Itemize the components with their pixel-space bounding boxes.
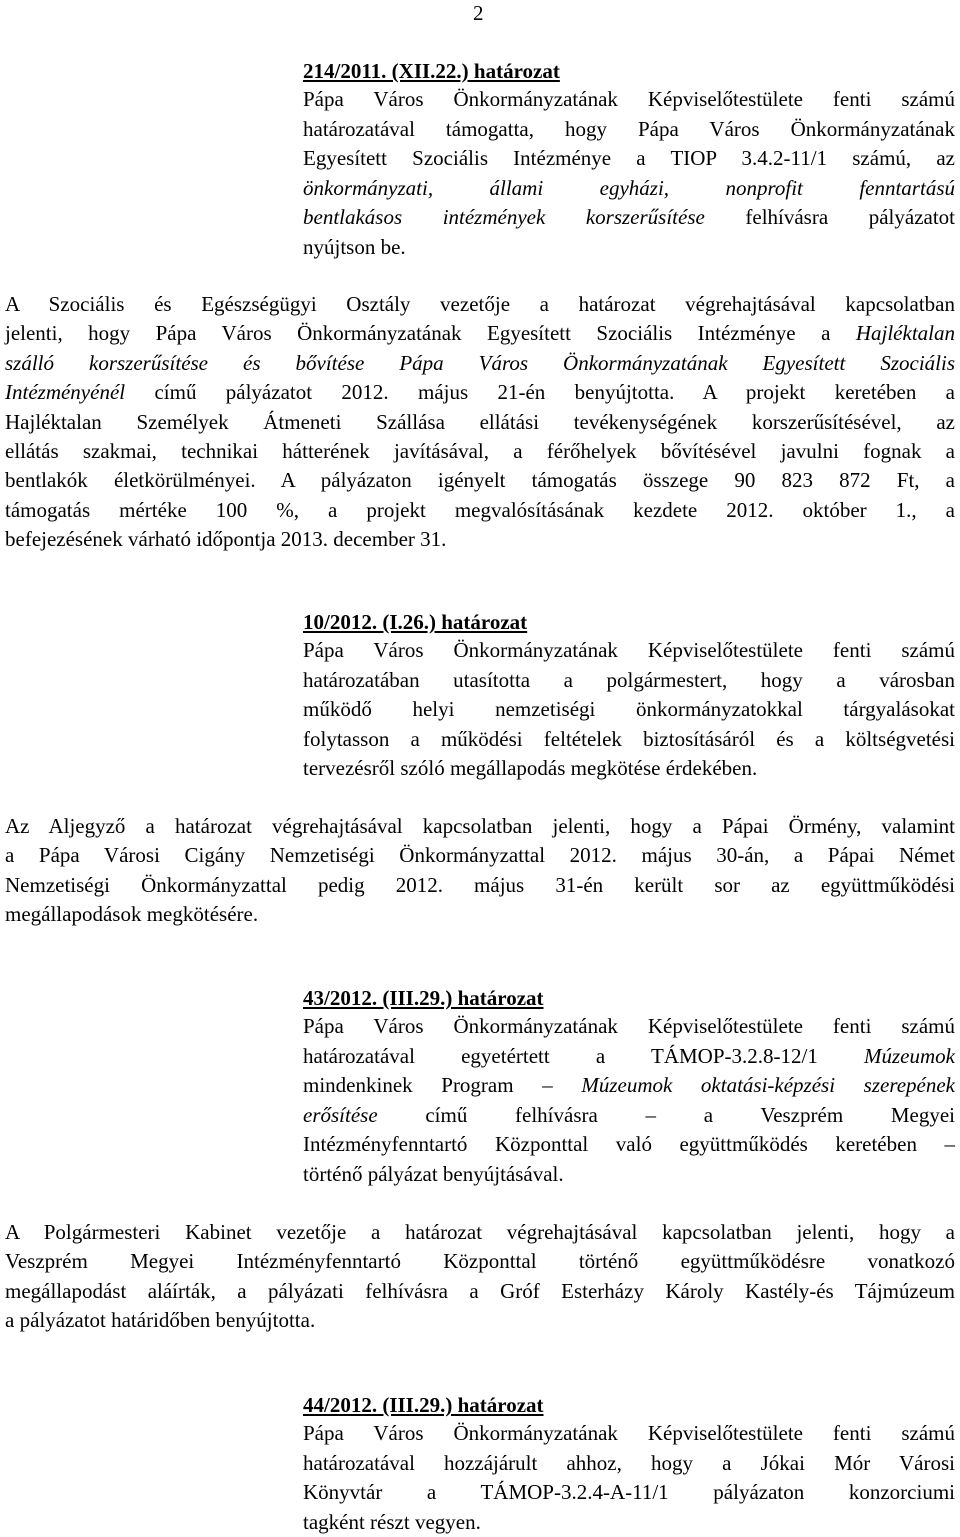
- text-line: [5, 1277, 955, 1306]
- text-segment: Pápa Város Önkormányzatának Képviselőtestülete fenti számú: [303, 638, 955, 662]
- text-segment: Pápa Város Önkormányzatának Képviselőtestülete fenti számú: [303, 1014, 955, 1038]
- resolution-block: [303, 985, 955, 1190]
- text-segment: történő pályázat benyújtásával.: [303, 1161, 564, 1186]
- resolution-heading: 214/2011. (XII.22.) határozat: [303, 59, 560, 83]
- text-line: [5, 408, 955, 437]
- text-line: [303, 174, 955, 204]
- text-line: [5, 871, 955, 900]
- text-segment: Nemzetiségi Önkormányzattal pedig 2012. május 31-én került sor az együttműködési: [5, 872, 955, 897]
- text-line: [303, 636, 955, 666]
- text-line: [303, 1130, 955, 1160]
- text-segment: határozatával hozzájárult ahhoz, hogy a Jókai Mór Városi: [303, 1450, 955, 1475]
- resolution-text: [303, 636, 955, 784]
- text-line: [5, 525, 955, 554]
- text-line: [303, 1101, 955, 1131]
- text-segment: Intézményfenntartó Központtal való együttműködés keretében –: [303, 1132, 955, 1157]
- text-line: [5, 378, 955, 407]
- text-segment: A Polgármesteri Kabinet vezetője a határozat végrehajtásával kapcsolatban jelenti, hogy a: [5, 1220, 955, 1244]
- text-line: [303, 1419, 955, 1449]
- text-segment: nyújtson be.: [303, 234, 406, 259]
- italic-text: Múzeumok oktatási-képzési szerepének: [581, 1073, 956, 1098]
- text-line: [5, 466, 955, 495]
- text-line: [5, 349, 955, 378]
- text-line: [303, 233, 955, 263]
- resolution-block: [303, 609, 955, 784]
- report-paragraph: [5, 1218, 955, 1336]
- text-segment: Pápa Város Önkormányzatának Képviselőtestülete fenti számú: [303, 87, 955, 111]
- text-line: [303, 695, 955, 725]
- italic-text: erősítése: [303, 1102, 378, 1127]
- text-segment: befejezésének várható időpontja 2013. december 31.: [5, 527, 447, 552]
- text-segment: Veszprém Megyei Intézményfenntartó Központtal történő együttműködésre vonatkozó: [5, 1249, 955, 1274]
- text-segment: a pályázatot határidőben benyújtotta.: [5, 1308, 316, 1333]
- text-line: [303, 115, 955, 145]
- text-line: [5, 900, 955, 929]
- text-segment: határozatával egyetértett a TÁMOP-3.2.8-12/1: [303, 1043, 865, 1068]
- text-line: [5, 1247, 955, 1276]
- text-segment: támogatás mértéke 100 %, a projekt megvalósításának kezdete 2012. október 1., a: [5, 497, 955, 522]
- text-segment: megállapodások megkötésére.: [5, 902, 259, 927]
- report-paragraph: [5, 290, 955, 555]
- resolution-heading: 10/2012. (I.26.) határozat: [303, 610, 528, 634]
- text-line: [303, 1071, 955, 1101]
- text-segment: jelenti, hogy Pápa Város Önkormányzatának Egyesített Szociális Intézménye a: [5, 321, 856, 346]
- text-segment: felhívásra pályázatot: [704, 205, 955, 230]
- text-line: [5, 1218, 955, 1247]
- text-segment: a Pápa Városi Cigány Nemzetiségi Önkormányzattal 2012. május 30-án, a Pápai Német: [5, 843, 955, 868]
- resolution-heading: 43/2012. (III.29.) határozat: [303, 986, 544, 1010]
- resolution-block: [303, 1392, 955, 1537]
- text-segment: című felhívásra – a Veszprém Megyei: [377, 1102, 955, 1127]
- resolution-text: [303, 85, 955, 263]
- text-segment: határozatában utasította a polgármestert, hogy a városban: [303, 667, 955, 692]
- text-line: [303, 666, 955, 696]
- report-paragraph: [5, 812, 955, 930]
- text-segment: határozatával támogatta, hogy Pápa Város Önkormányzatának: [303, 116, 955, 141]
- text-line: [303, 1012, 955, 1042]
- italic-text: önkormányzati, állami egyházi, nonprofit fenntartású: [303, 175, 955, 200]
- text-line: [5, 841, 955, 870]
- text-segment: című pályázatot 2012. május 21-én benyújtotta. A projekt keretében a: [125, 380, 955, 405]
- text-segment: Hajléktalan Személyek Átmeneti Szállása ellátási tevékenységének korszerűsítésével, az: [5, 409, 955, 434]
- text-segment: működő helyi nemzetiségi önkormányzatokkal tárgyalásokat: [303, 697, 955, 722]
- page-number: 2: [473, 1, 484, 25]
- text-segment: Egyesített Szociális Intézménye a TIOP 3.4.2-11/1 számú, az: [303, 146, 955, 171]
- text-segment: folytasson a működési feltételek biztosításáról és a költségvetési: [303, 726, 955, 751]
- text-line: [303, 1160, 955, 1190]
- italic-text: Hajléktalan: [855, 321, 955, 346]
- text-line: [303, 85, 955, 115]
- resolution-text: [303, 1419, 955, 1537]
- text-line: [303, 144, 955, 174]
- text-segment: megállapodást aláírták, a pályázati felhívásra a Gróf Esterházy Károly Kastély-és Tájmúzeum: [5, 1278, 955, 1303]
- text-line: [303, 203, 955, 233]
- text-line: [5, 1306, 955, 1335]
- resolution-text: [303, 1012, 955, 1190]
- text-segment: A Szociális és Egészségügyi Osztály vezetője a határozat végrehajtásával kapcsolatban: [5, 292, 955, 316]
- italic-text: Intézményénél: [5, 380, 126, 405]
- text-segment: ellátás szakmai, technikai hátterének javításával, a férőhelyek bővítésével javulni fognak a: [5, 439, 955, 464]
- text-line: [5, 496, 955, 525]
- resolution-heading: 44/2012. (III.29.) határozat: [303, 1393, 544, 1417]
- text-line: [303, 1449, 955, 1479]
- text-segment: Az Aljegyző a határozat végrehajtásával kapcsolatban jelenti, hogy a Pápai Örmény, valamint: [5, 814, 955, 838]
- text-segment: Pápa Város Önkormányzatának Képviselőtestülete fenti számú: [303, 1421, 955, 1445]
- text-segment: mindenkinek Program –: [303, 1073, 582, 1098]
- text-line: [303, 1508, 955, 1537]
- text-line: [303, 754, 955, 784]
- italic-text: bentlakásos intézmények korszerűsítése: [303, 205, 705, 230]
- text-line: [303, 1042, 955, 1072]
- text-line: [303, 1478, 955, 1508]
- text-line: [5, 812, 955, 841]
- text-segment: bentlakók életkörülményei. A pályázaton igényelt támogatás összege 90 823 872 Ft, a: [5, 468, 955, 493]
- text-line: [5, 319, 955, 348]
- text-line: [303, 725, 955, 755]
- text-segment: tervezésről szóló megállapodás megkötése érdekében.: [303, 756, 758, 781]
- text-line: [5, 437, 955, 466]
- text-line: [5, 290, 955, 319]
- text-segment: Könyvtár a TÁMOP-3.2.4-A-11/1 pályázaton konzorciumi: [303, 1480, 955, 1505]
- italic-text: Múzeumok: [864, 1043, 955, 1068]
- text-segment: tagként részt vegyen.: [303, 1509, 481, 1534]
- italic-text: szálló korszerűsítése és bővítése Pápa Város Önkormányzatának Egyesített Szociális: [5, 350, 955, 375]
- resolution-block: [303, 58, 955, 263]
